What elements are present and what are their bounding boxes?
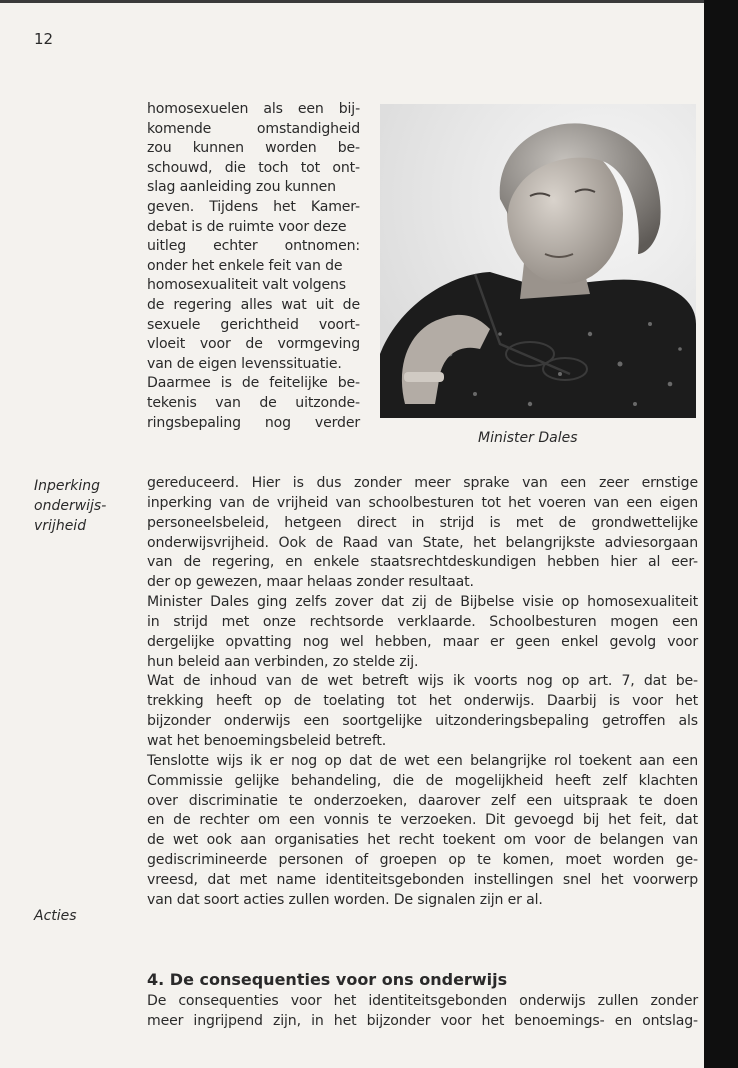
photo-caption: Minister Dales	[478, 430, 578, 446]
scan-edge-shadow	[704, 0, 738, 1068]
text-line: sexuele gerichtheid voort-	[147, 316, 360, 333]
text-line: in strijd met onze rechtsorde verklaarde. Schoolbesturen mogen een	[147, 613, 698, 630]
text-line: uitleg echter ontnomen:	[147, 238, 360, 255]
text-line: personeelsbeleid, hetgeen direct in strijd is met de grondwettelijke	[147, 514, 698, 531]
text-line: ringsbepaling nog verder	[147, 414, 360, 431]
text-line: homosexuelen als een bij-	[147, 101, 360, 117]
text-line: Commissie gelijke behandeling, die de mogelijkheid heeft zelf klachten	[147, 772, 698, 789]
portrait-image	[380, 104, 696, 418]
text-line: van de eigen levenssituatie.	[147, 355, 342, 372]
text-line: wat het benoemingsbeleid betreft.	[147, 732, 387, 749]
text-line: gediscrimineerde personen of groepen op te komen, moet worden ge-	[147, 852, 698, 869]
text-line: schouwd, die toch tot ont-	[147, 159, 360, 176]
margin-note-inperking	[34, 476, 106, 536]
text-line: bijzonder onderwijs een soortgelijke uitzonderingsbepaling getroffen als	[147, 713, 698, 730]
margin-note-line: vrijheid	[34, 518, 87, 534]
text-line: De consequenties voor het identiteitsgebonden onderwijs zullen zonder	[147, 993, 698, 1009]
top-rule	[0, 0, 738, 3]
text-line: over discriminatie te onderzoeken, daarover zelf een uitspraak te doen	[147, 792, 698, 809]
margin-note-line: onderwijs-	[34, 498, 107, 514]
text-line: Tenslotte wijs ik er nog op dat de wet een belangrijke rol toekent aan een	[147, 752, 698, 769]
section-heading: 4. De consequenties voor ons onderwijs	[147, 970, 508, 989]
text-line: tekenis van de uitzonde-	[147, 394, 360, 411]
text-line: geven. Tijdens het Kamer-	[147, 198, 360, 215]
text-line: onder het enkele feit van de	[147, 257, 343, 274]
text-line: vreesd, dat met name identiteitsgebonden instellingen snel het voorwerp	[147, 871, 698, 888]
text-line: homosexualiteit valt volgens	[147, 277, 347, 294]
text-line: debat is de ruimte voor deze	[147, 218, 347, 235]
text-line: zou kunnen worden be-	[147, 140, 360, 157]
text-line: Daarmee is de feitelijke be-	[147, 375, 360, 392]
text-line: meer ingrijpend zijn, in het bijzonder voor het benoemings- en ontslag-	[147, 1012, 698, 1029]
text-line: van de regering, en enkele staatsrechtdeskundigen hebben hier al eer-	[147, 554, 698, 571]
text-line: de regering alles wat uit de	[147, 296, 360, 313]
text-line: der op gewezen, maar helaas zonder resultaat.	[147, 574, 474, 591]
margin-note-acties: Acties	[34, 908, 77, 924]
text-line: slag aanleiding zou kunnen	[147, 179, 336, 196]
page-number: 12	[34, 30, 54, 48]
text-line: van dat soort acties zullen worden. De signalen zijn er al.	[147, 891, 543, 908]
text-line: hun beleid aan verbinden, zo stelde zij.	[147, 653, 419, 670]
text-line: vloeit voor de vormgeving	[147, 336, 360, 353]
text-line: Minister Dales ging zelfs zover dat zij de Bijbelse visie op homosexualiteit	[147, 594, 698, 611]
margin-note-line: Inperking	[34, 478, 101, 494]
text-line: dergelijke opvatting nog wel hebben, maar er geen enkel gevolg voor	[147, 633, 698, 650]
text-line: onderwijsvrijheid. Ook de Raad van State, het belangrijkste adviesorgaan	[147, 534, 698, 551]
text-line: gereduceerd. Hier is dus zonder meer sprake van een zeer ernstige	[147, 475, 698, 491]
text-line: komende omstandigheid	[147, 120, 360, 137]
body-text	[147, 474, 698, 911]
text-line: trekking heeft op de toelating tot het onderwijs. Daarbij is voor het	[147, 693, 698, 710]
minister-photo	[380, 104, 696, 418]
text-line: de wet ook aan organisaties het recht toekent om voor de belangen van	[147, 832, 698, 849]
text-line: en de rechter om een vonnis te verzoeken. Dit gevoegd bij het feit, dat	[147, 812, 698, 829]
column-text	[147, 100, 360, 433]
final-text	[147, 992, 698, 1031]
text-line: inperking van de vrijheid van schoolbesturen tot het voeren van een eigen	[147, 494, 698, 511]
text-line: Wat de inhoud van de wet betreft wijs ik voorts nog op art. 7, dat be-	[147, 673, 698, 690]
